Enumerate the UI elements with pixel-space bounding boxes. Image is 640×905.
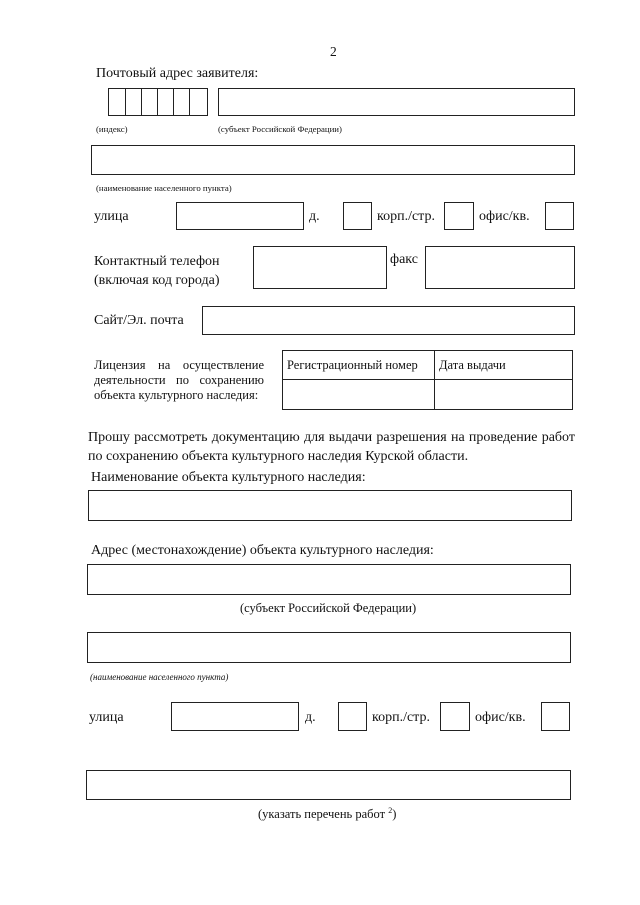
works-list-field[interactable] (86, 770, 571, 800)
office-label: офис/кв. (479, 209, 530, 224)
license-reg-number-field[interactable] (282, 379, 435, 410)
object-subject-field[interactable] (87, 564, 571, 595)
applicant-settlement-field[interactable] (91, 145, 575, 175)
index-caption: (индекс) (96, 124, 128, 134)
works-caption-end: ) (392, 807, 397, 822)
object-office-field[interactable] (541, 702, 570, 731)
street-field[interactable] (176, 202, 304, 230)
license-header-reg-number: Регистрационный номер (282, 350, 435, 380)
object-street-field[interactable] (171, 702, 299, 731)
object-address-label: Адрес (местонахождение) объекта культурного наследия: (91, 543, 434, 558)
street-label: улица (94, 209, 129, 224)
site-email-label: Сайт/Эл. почта (94, 313, 184, 328)
works-footnote-mark: 2 (388, 806, 393, 815)
license-table (282, 350, 573, 410)
phone-label-line1: Контактный телефон (94, 254, 220, 269)
object-office-label: офис/кв. (475, 710, 526, 725)
fax-field[interactable] (425, 246, 575, 289)
building-field[interactable] (444, 202, 474, 230)
object-settlement-caption: (наименование населенного пункта) (90, 672, 229, 682)
license-issue-date-field[interactable] (434, 379, 573, 410)
request-paragraph: Прошу рассмотреть документацию для выдачи разрешения на проведение работ по сохранению объекта культурного наследия Курской области. (88, 430, 575, 464)
house-field[interactable] (343, 202, 372, 230)
applicant-subject-field[interactable] (218, 88, 575, 116)
works-caption (258, 806, 396, 822)
object-settlement-field[interactable] (87, 632, 571, 663)
postal-index-field[interactable] (108, 88, 208, 116)
object-building-field[interactable] (440, 702, 470, 731)
phone-label-line2: (включая код города) (94, 273, 220, 288)
object-house-field[interactable] (338, 702, 367, 731)
site-email-field[interactable] (202, 306, 575, 335)
object-house-label: д. (305, 710, 316, 725)
license-label: Лицензия на осуществление деятельности по сохранению объекта культурного наследия: (94, 358, 264, 402)
phone-label (94, 252, 220, 290)
phone-field[interactable] (253, 246, 387, 289)
subject-caption: (субъект Российской Федерации) (218, 124, 342, 134)
office-field[interactable] (545, 202, 574, 230)
object-street-label: улица (89, 710, 124, 725)
page-number: 2 (330, 44, 337, 59)
object-subject-caption: (субъект Российской Федерации) (240, 601, 417, 615)
object-building-label: корп./стр. (372, 710, 430, 725)
postal-address-label: Почтовый адрес заявителя: (96, 66, 259, 81)
object-name-label: Наименование объекта культурного наследия: (91, 470, 366, 485)
object-name-field[interactable] (88, 490, 572, 521)
works-caption-text: (указать перечень работ (258, 807, 386, 822)
building-label: корп./стр. (377, 209, 435, 224)
license-header-issue-date: Дата выдачи (434, 350, 573, 380)
settlement-caption: (наименование населенного пункта) (96, 183, 232, 193)
fax-label: факс (390, 252, 418, 267)
house-label: д. (309, 209, 320, 224)
